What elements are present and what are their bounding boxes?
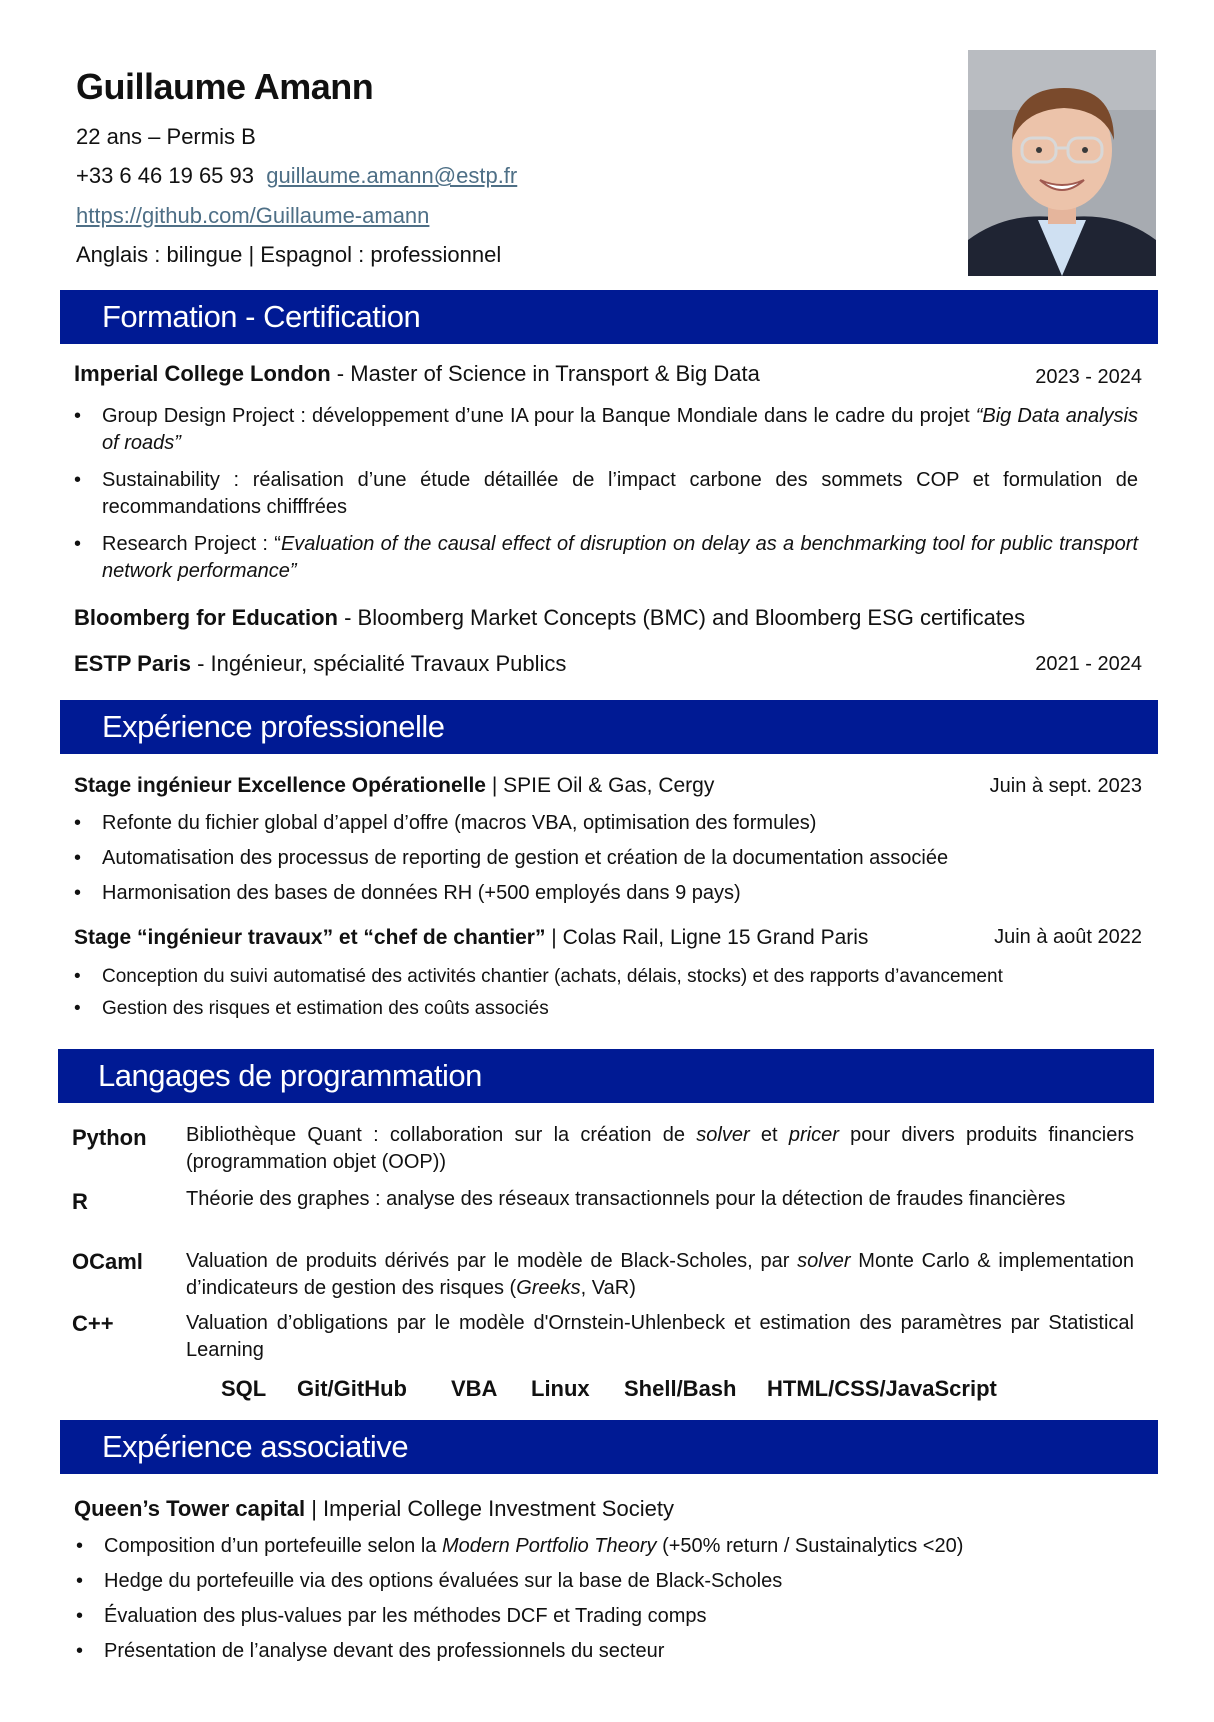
lang-python-desc: Bibliothèque Quant : collaboration sur la création de solver et pricer pour divers produits financiers (programmation objet (OOP)) [186,1124,1134,1173]
entry-estp [74,651,566,677]
list-item: • Conception du suivi automatisé des activités chantier (achats, délais, stocks) et des rapports d’avancement [74,964,1154,990]
school-name: Bloomberg for Education [74,605,338,630]
list-item: • Group Design Project : développement d’une IA pour la Banque Mondiale dans le cadre du projet “Big Data analysis of roads” [74,403,1138,457]
tool-web: HTML/CSS/JavaScript [767,1376,997,1401]
date-imperial: 2023 - 2024 [1035,366,1142,388]
date-estp: 2021 - 2024 [1035,653,1142,675]
age-license: 22 ans – Permis B [76,124,256,149]
school-name: ESTP Paris [74,651,191,676]
lang-r-desc: Théorie des graphes : analyse des réseaux transactionnels pour la détection de fraudes financières [186,1188,1066,1210]
section-header-formation: Formation - Certification [60,290,1158,344]
section-header-association: Expérience associative [60,1420,1158,1474]
entry-imperial [74,361,760,387]
list-item: • Harmonisation des bases de données RH (+500 employés dans 9 pays) [74,880,1138,907]
tool-shell: Shell/Bash [624,1376,737,1401]
email-link[interactable]: guillaume.amann@estp.fr [266,163,518,188]
list-item: • Gestion des risques et estimation des coûts associés [74,996,1154,1022]
degree: - Ingénieur, spécialité Travaux Publics [191,651,567,676]
tool-sql: SQL [221,1376,267,1401]
list-item: • Sustainability : réalisation d’une étude détaillée de l’impact carbone des sommets COP et formulation de recommandations chifffrées [74,467,1138,521]
degree: - Bloomberg Market Concepts (BMC) and Bloomberg ESG certificates [338,605,1026,630]
list-item: • Refonte du fichier global d’appel d’offre (macros VBA, optimisation des formules) [74,810,1138,837]
lang-cpp: C++ [72,1311,114,1336]
lang-ocaml-desc: Valuation de produits dérivés par le modèle de Black-Scholes, par solver Monte Carlo & implementation d’indicateurs de gestion des risques (Greeks, VaR) [186,1250,1134,1299]
tool-vba: VBA [451,1376,498,1401]
org-desc: | Imperial College Investment Society [305,1496,674,1521]
entry-bloomberg [74,605,1025,631]
company: | SPIE Oil & Gas, Cergy [485,774,715,797]
org-name: Queen’s Tower capital [74,1496,306,1521]
contact-line [76,163,517,189]
tool-linux: Linux [531,1376,590,1401]
lang-cpp-desc: Valuation d’obligations par le modèle d'Ornstein-Uhlenbeck et estimation des paramètres par Statistical Learning [186,1312,1134,1361]
section-header-programming: Langages de programmation [58,1049,1154,1103]
profile-photo [968,50,1156,276]
lang-r: R [72,1189,88,1214]
list-item: • Hedge du portefeuille via des options évaluées sur la base de Black-Scholes [76,1568,1156,1595]
entry-queens-tower [74,1496,674,1522]
section-header-experience: Expérience professionelle [60,700,1158,754]
imperial-bullets [74,403,1138,595]
date-spie: Juin à sept. 2023 [989,775,1142,797]
colas-bullets [74,964,1154,1032]
candidate-name: Guillaume Amann [76,66,374,107]
degree: - Master of Science in Transport & Big Data [330,361,760,386]
spie-bullets [74,810,1138,915]
date-colas: Juin à août 2022 [994,926,1142,948]
lang-python: Python [72,1125,147,1150]
job-role: Stage “ingénieur travaux” et “chef de chantier” [74,926,546,949]
entry-spie [74,774,714,798]
entry-colas [74,926,868,950]
phone-number: +33 6 46 19 65 93 [76,163,254,188]
job-role: Stage ingénieur Excellence Opérationelle [74,774,486,797]
lang-ocaml: OCaml [72,1249,143,1274]
school-name: Imperial College London [74,361,331,386]
spoken-languages: Anglais : bilingue | Espagnol : professionnel [76,242,502,267]
github-link[interactable]: https://github.com/Guillaume-amann [76,203,430,228]
list-item: • Automatisation des processus de reporting de gestion et création de la documentation associée [74,845,1138,872]
list-item: • Research Project : “Evaluation of the causal effect of disruption on delay as a benchmarking tool for public transport network performance” [74,531,1138,585]
tool-git: Git/GitHub [297,1376,407,1401]
list-item: • É́valuation des plus-values par les méthodes DCF et Trading comps [76,1603,1156,1630]
list-item: • Présentation de l’analyse devant des professionnels du secteur [76,1638,1156,1665]
list-item: • Composition d’un portefeuille selon la Modern Portfolio Theory (+50% return / Sustainalytics <20) [76,1533,1156,1560]
association-bullets [76,1533,1156,1673]
company: | Colas Rail, Ligne 15 Grand Paris [545,926,869,949]
